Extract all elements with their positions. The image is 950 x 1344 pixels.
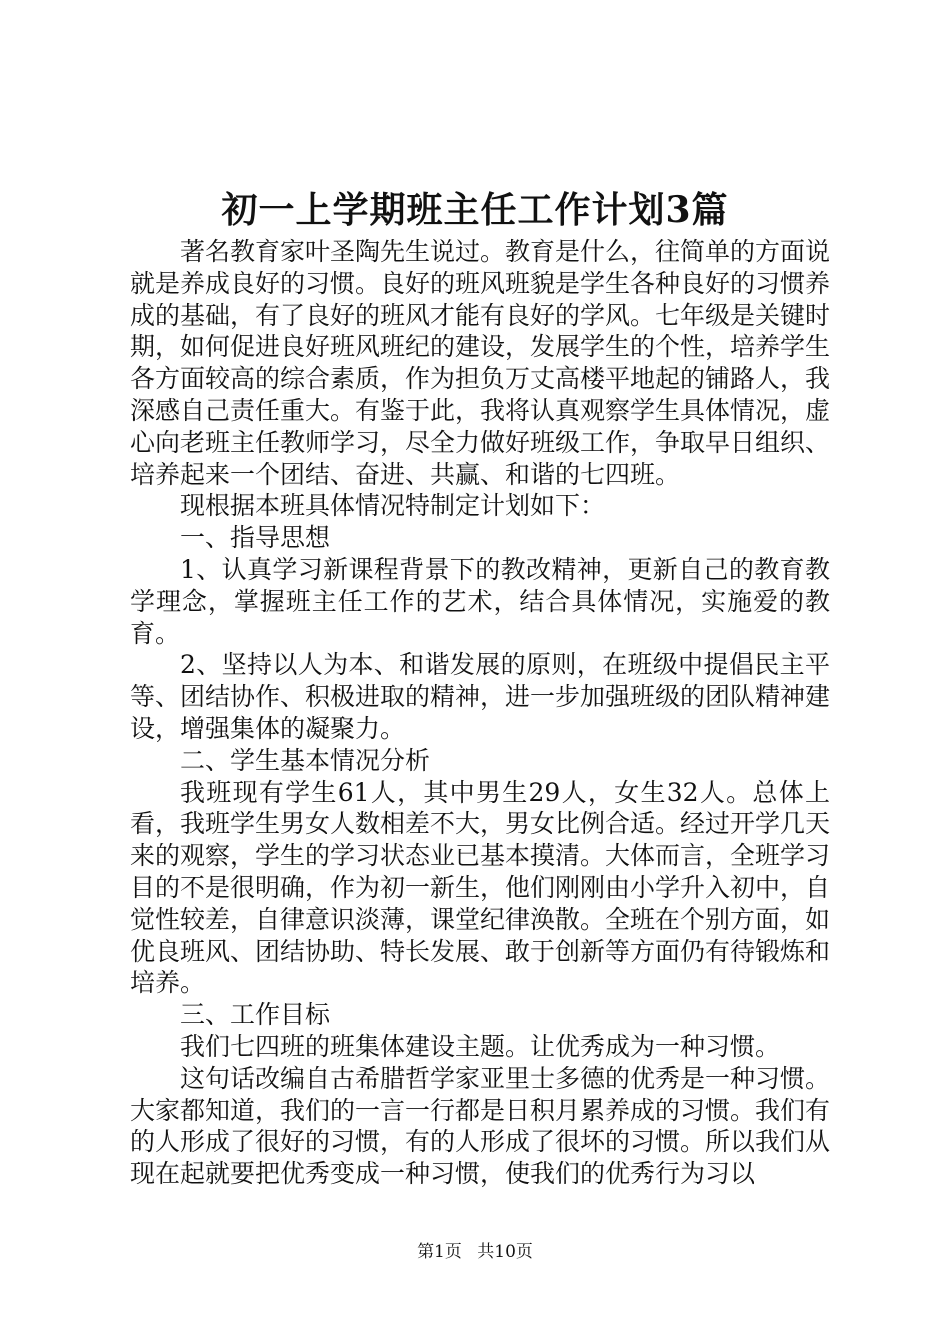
page-footer — [0, 1240, 950, 1264]
document-body — [130, 236, 830, 1190]
section-heading-guiding-ideology: 一、指导思想 — [180, 523, 331, 553]
paragraph-plan-lead: 现根据本班具体情况特制定计划如下： — [180, 491, 606, 521]
paragraph-student-analysis: 我班现有学生61人，其中男生29人，女生32人。总体上看，我班学生男女人数相差不大，男女比例合适。经过开学几天来的观察，学生的学习状态业已基本摸清。大体而言，全班学习目的不是很明确，作为初一新生，他们刚刚由小学升入初中，自觉性较差，自律意识淡薄，课堂纪律涣散。全班在个别方面，如优良班风、团结协助、特长发展、敢于创新等方面仍有待锻炼和培养。 — [130, 777, 831, 998]
page-number-current: 第1页 — [417, 1242, 462, 1262]
paragraph-habit-explanation: 这句话改编自古希腊哲学家亚里士多德的优秀是一种习惯。大家都知道，我们的一言一行都是日积月累养成的习惯。我们有的人形成了很好的习惯，有的人形成了很坏的习惯。所以我们从现在起就要把优秀变成一种习惯，使我们的优秀行为习以 — [130, 1063, 831, 1189]
paragraph-intro: 著名教育家叶圣陶先生说过。教育是什么，往简单的方面说就是养成良好的习惯。良好的班风班貌是学生各种良好的习惯养成的基础，有了良好的班风才能有良好的学风。七年级是关键时期，如何促进良好班风班纪的建设，发展学生的个性，培养学生各方面较高的综合素质，作为担负万丈高楼平地起的铺路人，我深感自己责任重大。有鉴于此，我将认真观察学生具体情况，虚心向老班主任教师学习，尽全力做好班级工作，争取早日组织、培养起来一个团结、奋进、共赢、和谐的七四班。 — [130, 237, 831, 489]
section-heading-work-goals: 三、工作目标 — [180, 1000, 331, 1030]
section-heading-student-analysis: 二、学生基本情况分析 — [180, 745, 431, 775]
document-title: 初一上学期班主任工作计划3篇 — [221, 189, 729, 231]
paragraph-item-1: 1、认真学习新课程背景下的教改精神，更新自己的教育教学理念，掌握班主任工作的艺术，结合具体情况，实施爱的教育。 — [130, 554, 830, 648]
paragraph-item-2: 2、坚持以人为本、和谐发展的原则，在班级中提倡民主平等、团结协作、积极进取的精神，进一步加强班级的团队精神建设，增强集体的凝聚力。 — [130, 650, 831, 743]
page-number-total: 共10页 — [477, 1242, 533, 1262]
paragraph-class-theme: 我们七四班的班集体建设主题。让优秀成为一种习惯。 — [180, 1031, 781, 1061]
